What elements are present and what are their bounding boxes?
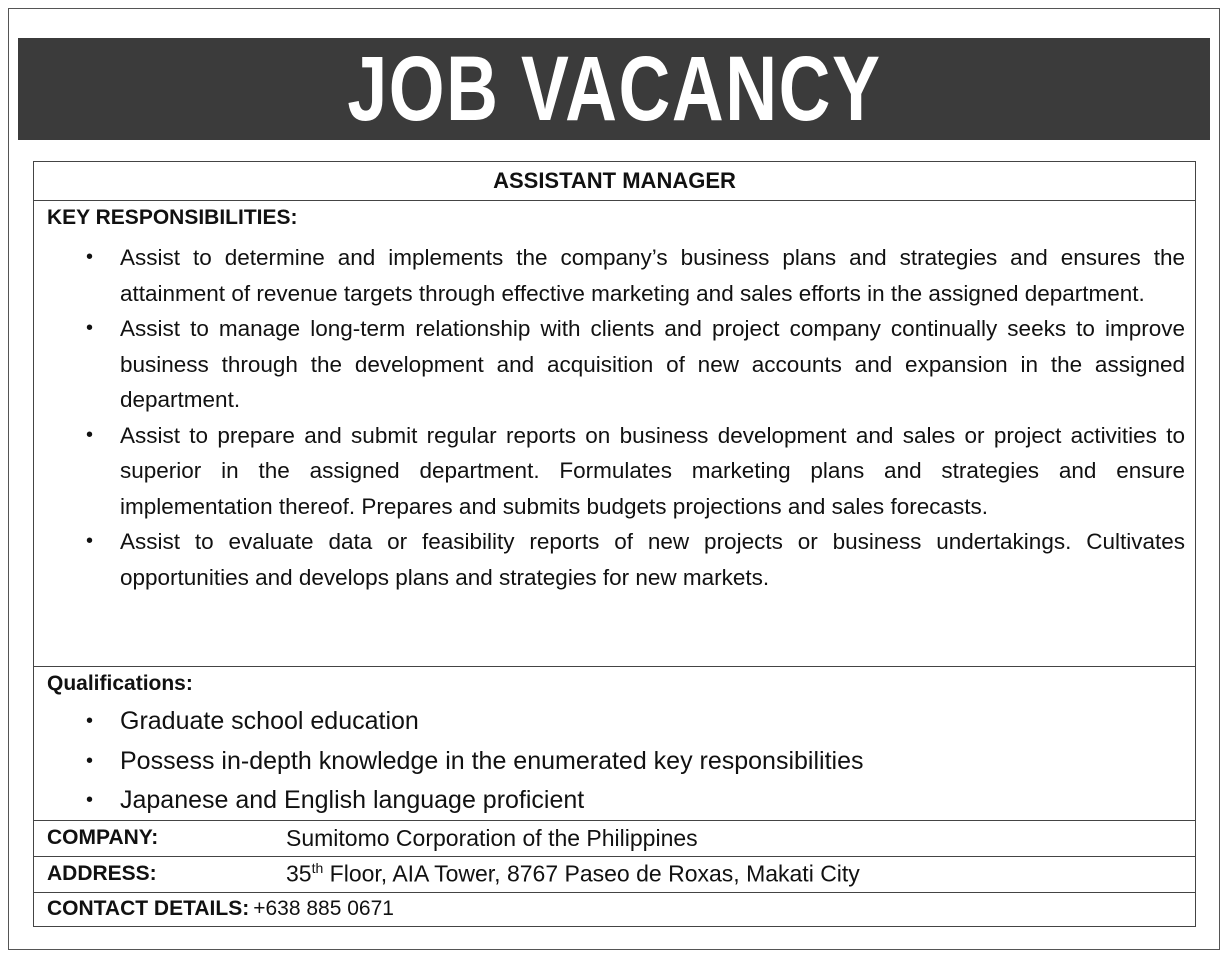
address-row [34,856,1195,892]
address-value: 35th Floor, AIA Tower, 8767 Paseo de Roxas, Makati City [286,860,860,887]
bullet: • [86,749,94,772]
company-row [34,820,1195,856]
vacancy-details-box [33,161,1196,927]
contact-row [34,892,1195,926]
banner-title: JOB VACANCY [346,38,882,140]
list-item: • Japanese and English language proficient [34,781,1197,821]
bullet: • [86,423,94,446]
bullet: • [86,246,94,268]
section-divider [34,666,1195,667]
job-title: ASSISTANT MANAGER [34,162,1195,201]
list-item: • Assist to determine and implements the company’s business plans and strategies and ensures the attainment of revenue targets through effective marketing and sales efforts in the assigned department. [34,240,1197,311]
responsibilities-list [34,240,1197,595]
list-item: • Assist to manage long-term relationship with clients and project company continually seeks to improve business through the development and acquisition of new accounts and expansion in the assigned department. [34,311,1197,418]
bullet: • [86,789,94,811]
contact-label: CONTACT DETAILS: [47,897,250,920]
company-label: COMPANY: [47,826,159,849]
bullet: • [86,530,94,552]
list-item: • Assist to evaluate data or feasibility reports of new projects or business undertakings. Cultivates opportunities and develops plans and strategies for new markets. [34,524,1197,595]
list-item: • Possess in-depth knowledge in the enumerated key responsibilities [34,742,1197,782]
list-item: • Assist to prepare and submit regular reports on business development and sales or project activities to superior in the assigned department. Formulates marketing plans and strategies and ensure implementation thereof. Prepares and submits budgets projections and sales forecasts. [34,418,1197,525]
bullet: • [86,317,94,339]
address-label: ADDRESS: [47,862,157,885]
contact-value: +638 885 0671 [253,897,394,920]
bullet: • [86,710,94,732]
list-item: • Graduate school education [34,702,1197,742]
job-vacancy-banner [18,38,1210,140]
responsibilities-heading: KEY RESPONSIBILITIES: [47,206,298,229]
qualifications-list [34,702,1197,821]
company-value: Sumitomo Corporation of the Philippines [286,824,698,851]
qualifications-heading: Qualifications: [47,672,193,695]
